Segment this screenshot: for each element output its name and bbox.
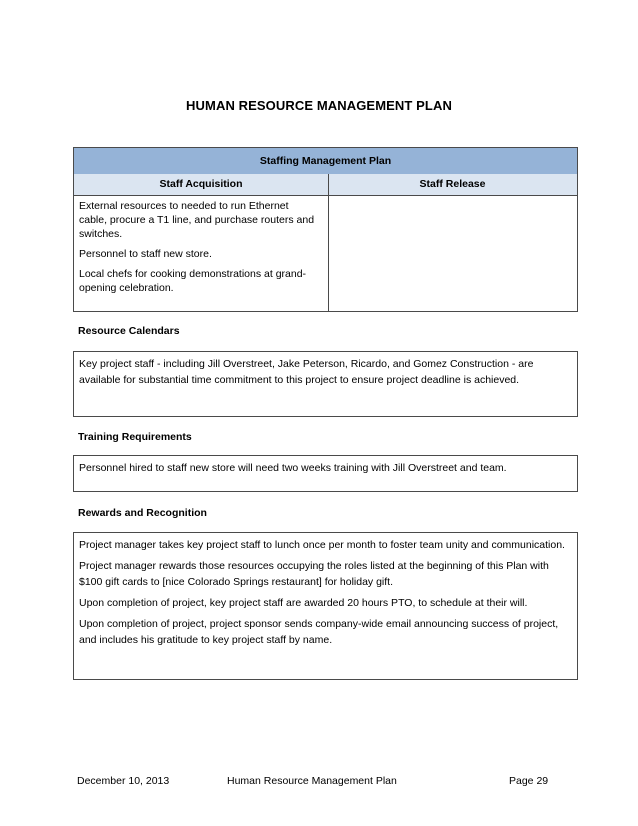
section-label-training: Training Requirements [78, 431, 192, 443]
footer-date: December 10, 2013 [77, 775, 170, 787]
rewards-box [73, 532, 578, 680]
acquisition-item: Local chefs for cooking demonstrations at grand-opening celebration. [79, 268, 307, 294]
column-divider [328, 174, 329, 311]
acquisition-cell [79, 199, 319, 301]
acquisition-item: Personnel to staff new store. [79, 248, 212, 260]
rewards-item: Project manager rewards those resources occupying the roles listed at the beginning of this Plan with $100 gift cards to [nice Colorado Springs restaurant] for holiday gift. [79, 560, 549, 588]
section-label-resource-calendars: Resource Calendars [78, 325, 180, 337]
section-label-rewards: Rewards and Recognition [78, 507, 207, 519]
resource-calendars-text: Key project staff - including Jill Overstreet, Jake Peterson, Ricardo, and Gomez Construction - are available for substantial time commitment to this project to ensure project deadline is achieved. [79, 358, 534, 386]
footer-page-number: Page 29 [509, 775, 549, 787]
staffing-table-subheader [74, 174, 577, 196]
rewards-item: Upon completion of project, key project staff are awarded 20 hours PTO, to schedule at their will. [79, 597, 528, 609]
staffing-management-table [73, 147, 578, 312]
training-box [73, 455, 578, 492]
column-header-release: Staff Release [419, 178, 486, 190]
staffing-table-header: Staffing Management Plan [74, 148, 577, 175]
training-text: Personnel hired to staff new store will need two weeks training with Jill Overstreet and team. [79, 462, 507, 474]
resource-calendars-box [73, 351, 578, 417]
column-header-acquisition: Staff Acquisition [159, 178, 243, 190]
rewards-item: Project manager takes key project staff to lunch once per month to foster team unity and communication. [79, 539, 565, 551]
rewards-item: Upon completion of project, project sponsor sends company-wide email announcing success of project, and includes his gratitude to key project staff by name. [79, 618, 559, 646]
acquisition-item: External resources to needed to run Ethernet cable, procure a T1 line, and purchase routers and switches. [79, 200, 315, 240]
page-title: HUMAN RESOURCE MANAGEMENT PLAN [186, 98, 452, 113]
footer-doc-title: Human Resource Management Plan [227, 775, 397, 787]
